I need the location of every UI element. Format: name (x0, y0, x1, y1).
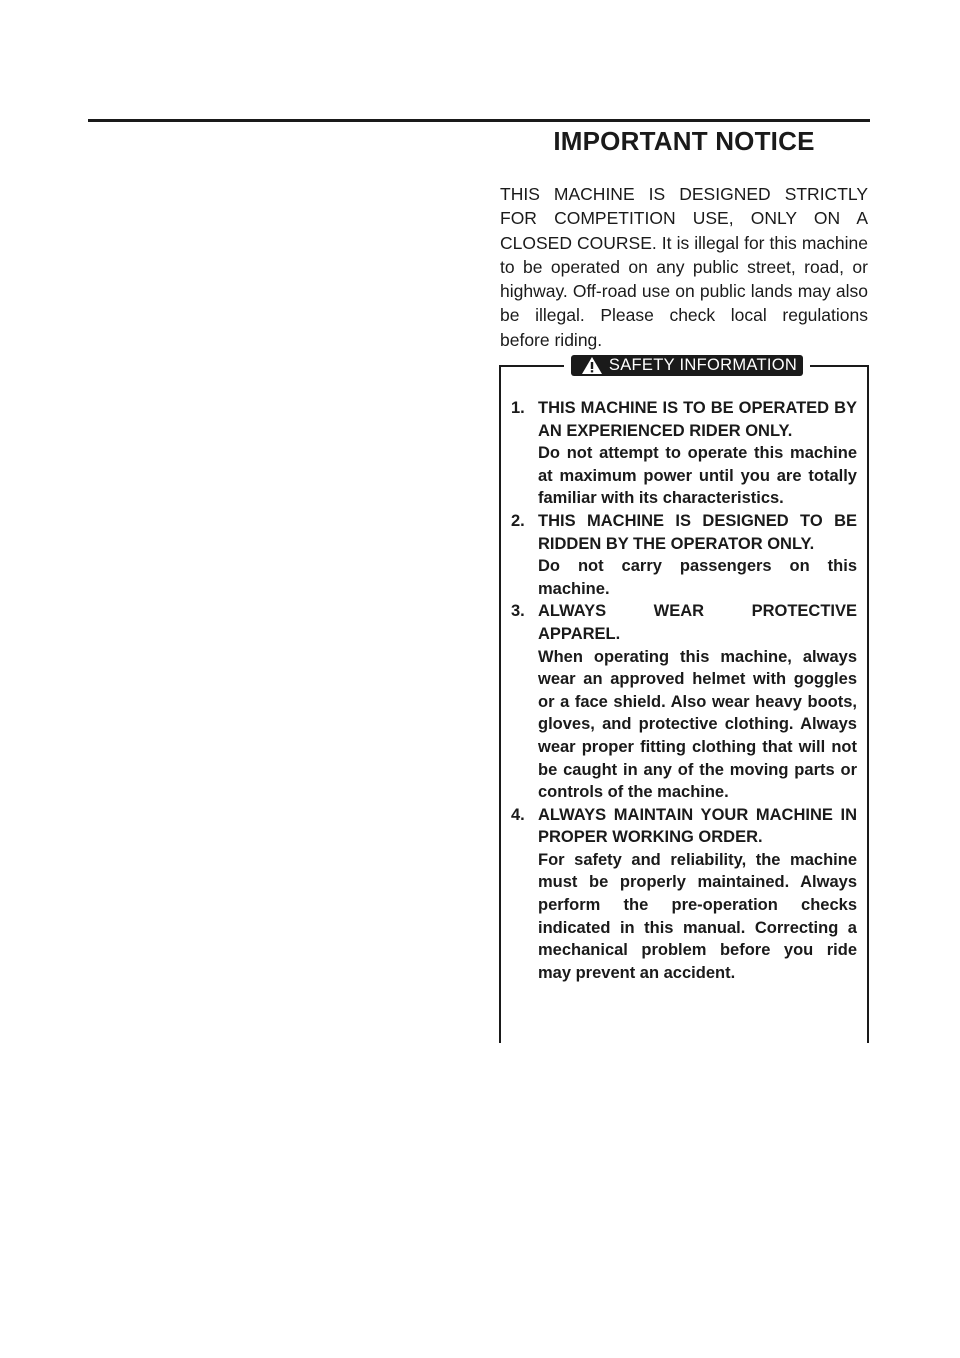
safety-header-label: SAFETY INFORMATION (608, 356, 798, 374)
safety-item-4 (511, 804, 857, 985)
safety-item-number: 1. (511, 399, 525, 417)
safety-box-right-border (867, 365, 869, 1043)
safety-item-1 (511, 397, 857, 510)
safety-item-2 (511, 510, 857, 600)
safety-item-number: 3. (511, 602, 525, 621)
safety-item-heading: THIS MACHINE IS TO BE OPERATED BY AN EXPERIENCED RIDER ONLY. (538, 399, 857, 440)
safety-item-body: Do not carry passengers on this machine. (538, 557, 857, 598)
safety-item-body: For safety and reliability, the machine must be properly maintained. Always perform the pre-operation checks indicated in this manual. Correcting a mechanical problem before you ride may prevent an accident. (538, 850, 857, 982)
safety-box-left-border (499, 365, 501, 1043)
header-rule (88, 119, 870, 122)
page-title: IMPORTANT NOTICE (553, 126, 815, 156)
safety-item-heading: ALWAYS MAINTAIN YOUR MACHINE IN PROPER WORKING ORDER. (538, 805, 857, 847)
warning-triangle-icon (581, 356, 603, 375)
safety-item-number: 4. (511, 805, 525, 824)
safety-item-body: Do not attempt to operate this machine at maximum power until you are totally familiar with its characteristics. (538, 444, 857, 508)
safety-item-heading: ALWAYS WEAR PROTECTIVE APPAREL. (538, 602, 857, 643)
safety-item-heading: THIS MACHINE IS DESIGNED TO BE RIDDEN BY THE OPERATOR ONLY. (538, 511, 857, 553)
intro-paragraph: THIS MACHINE IS DESIGNED STRICTLY FOR COMPETITION USE, ONLY ON A CLOSED COURSE. It is illegal for this machine to be operated on any public street, road, or highway. Off-road use on public lands may also be illegal. Please check local regulations before riding. (500, 184, 868, 350)
safety-item-body: When operating this machine, always wear an approved helmet with goggles or a face shield. Also wear heavy boots, gloves, and protective clothing. Always wear proper fitting clothing that will not be caught in any of the moving parts or controls of the machine. (538, 647, 857, 802)
safety-header-badge (571, 355, 803, 376)
safety-information-box (499, 356, 869, 1043)
safety-item-number: 2. (511, 511, 525, 530)
safety-list (511, 397, 857, 984)
safety-item-3 (511, 600, 857, 803)
safety-header (564, 354, 810, 377)
